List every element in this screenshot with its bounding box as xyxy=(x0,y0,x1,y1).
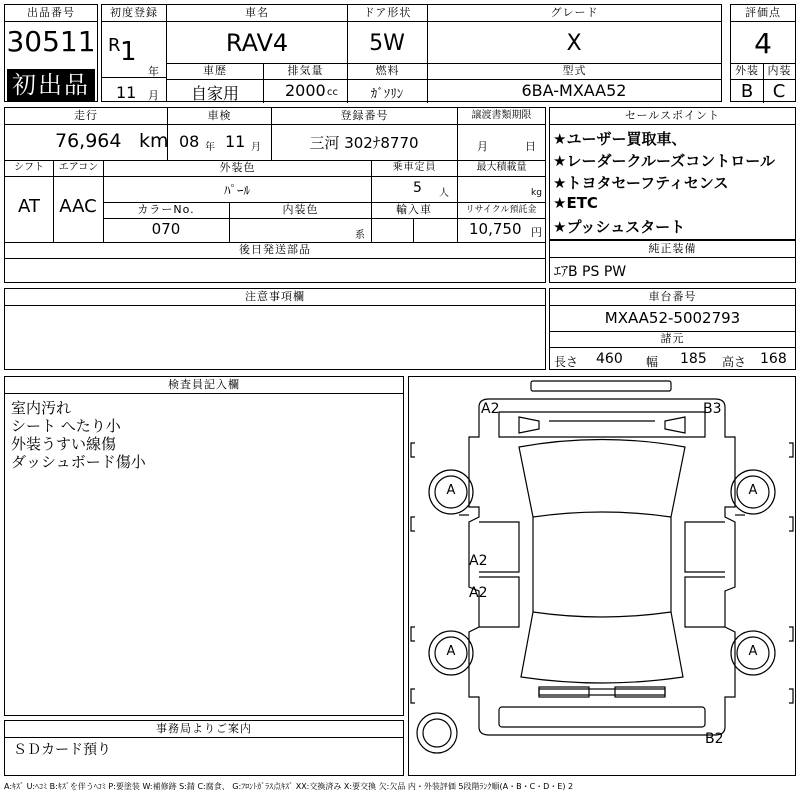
inspection-label: 車検 xyxy=(167,108,271,125)
inspector-box xyxy=(4,376,404,716)
displacement: 2000 xyxy=(285,81,326,100)
lot-number-label: 出品番号 xyxy=(5,5,97,22)
car-info-box xyxy=(166,4,722,102)
office-message: ＳＤカード預り xyxy=(13,742,111,758)
color-no-label: カラーNo. xyxy=(103,202,229,219)
ext-color-label: 外装色 xyxy=(103,160,371,177)
ext-color: ﾊﾟｰﾙ xyxy=(224,184,250,199)
grade: X xyxy=(566,31,582,56)
selling-point-3: ★トヨタセーフティセンス xyxy=(553,174,729,192)
mark-tire-rr: A xyxy=(748,644,758,659)
mark-rear: B2 xyxy=(705,731,724,747)
fuel: ｶﾞｿﾘﾝ xyxy=(370,87,404,102)
equipment-box xyxy=(549,240,796,283)
mark-tire-fl: A xyxy=(446,483,456,498)
load-unit: kg xyxy=(531,188,542,198)
displacement-label: 排気量 xyxy=(263,63,347,80)
inspection-year-unit: 年 xyxy=(205,142,215,153)
legend: A:ｷｽﾞ U:ﾍｺﾐ B:ｷｽﾞを伴うﾍｺﾐ P:要塗装 W:補修跡 S:錆 C:腐食、 G:ﾌﾛﾝﾄｶﾞﾗｽ点ｷｽﾞ XX:交換済み X:要交換 欠:欠品 内・外装評価 5段階ﾗﾝｸ順(A・B・C・D・E) 2 xyxy=(4,782,574,791)
score: 4 xyxy=(754,27,772,60)
mark-front-right: B3 xyxy=(703,401,722,417)
mileage-unit: km xyxy=(139,130,169,152)
color-number: 070 xyxy=(151,220,181,238)
mark-tire-fr: A xyxy=(748,483,758,498)
office-label: 事務局よりご案内 xyxy=(5,721,403,738)
fuel-label: 燃料 xyxy=(347,63,427,80)
load-label: 最大積載量 xyxy=(457,160,545,177)
length-label: 長さ xyxy=(554,355,579,369)
capacity-unit: 人 xyxy=(439,188,449,199)
mark-front-left: A2 xyxy=(481,401,500,417)
history-label: 車歴 xyxy=(167,63,263,80)
score-label: 評価点 xyxy=(731,5,795,22)
door-type: 5W xyxy=(369,31,405,56)
month-unit: 月 xyxy=(148,89,159,102)
displacement-unit: cc xyxy=(327,87,338,98)
height-label: 高さ xyxy=(722,355,747,369)
plate-label: 登録番号 xyxy=(271,108,457,125)
grade-label: グレード xyxy=(427,5,721,22)
recycle-unit: 円 xyxy=(531,226,542,239)
car-outline xyxy=(409,377,795,775)
details-box xyxy=(4,107,546,283)
inspector-label: 検査員記入欄 xyxy=(5,377,403,394)
selling-point-5: ★プッシュスタート xyxy=(553,218,686,236)
recycle-label: リサイクル預託金 xyxy=(457,202,545,219)
notes-label: 注意事項欄 xyxy=(5,289,545,306)
first-listing-badge: 初出品 xyxy=(7,69,95,101)
chassis-label: 車台番号 xyxy=(550,289,795,306)
shift: AT xyxy=(18,196,40,217)
exterior-label: 外装 xyxy=(731,63,763,80)
car-diagram xyxy=(408,376,796,776)
length: 460 xyxy=(596,351,623,367)
import-label: 輸入車 xyxy=(371,202,457,219)
door-label: ドア形状 xyxy=(347,5,427,22)
plate-number: 三河 302ﾅ8770 xyxy=(309,134,419,152)
car-name: RAV4 xyxy=(225,29,289,57)
year-unit: 年 xyxy=(148,65,159,78)
inspection-year: 08 xyxy=(179,132,200,151)
selling-point-1: ★ユーザー買取車、 xyxy=(553,130,687,148)
height: 168 xyxy=(760,351,787,367)
registration-box xyxy=(101,4,167,102)
transfer-day: 日 xyxy=(525,140,536,153)
mark-door-rl: A2 xyxy=(469,585,488,601)
selling-point-2: ★レーダークルーズコントロール xyxy=(553,152,775,170)
equipment: ｴｱB PS PW xyxy=(554,264,627,280)
selling-points-box xyxy=(549,107,796,240)
history: 自家用 xyxy=(190,84,239,103)
inspector-line-1: 室内汚れ xyxy=(11,399,72,417)
registration-label: 初度登録 xyxy=(102,5,166,22)
capacity: 5 xyxy=(413,180,422,196)
exterior-grade: B xyxy=(740,81,754,102)
mark-door-fl: A2 xyxy=(469,553,488,569)
mileage-label: 走行 xyxy=(5,108,167,125)
inspection-month-unit: 月 xyxy=(251,142,261,153)
interior-grade: C xyxy=(772,81,786,102)
later-parts-label: 後日発送部品 xyxy=(5,242,545,259)
shift-label: シフト xyxy=(5,160,53,177)
transfer-month: 月 xyxy=(477,140,488,153)
chassis-box xyxy=(549,288,796,370)
equipment-label: 純正装備 xyxy=(550,241,795,258)
model: 6BA-MXAA52 xyxy=(521,81,627,100)
air-conditioner: AAC xyxy=(59,196,97,217)
capacity-label: 乗車定員 xyxy=(371,160,457,177)
office-box xyxy=(4,720,404,776)
car-name-label: 車名 xyxy=(167,5,347,22)
lot-number-box xyxy=(4,4,98,102)
width: 185 xyxy=(680,351,707,367)
score-box xyxy=(730,4,796,102)
mileage: 76,964 xyxy=(55,130,122,152)
selling-points-label: セールスポイント xyxy=(550,108,795,125)
lot-number: 30511 xyxy=(6,25,96,58)
recycle-amount: 10,750 xyxy=(469,220,522,238)
inspector-line-4: ダッシュボード傷小 xyxy=(11,453,146,471)
dimensions-label: 諸元 xyxy=(550,331,795,348)
width-label: 幅 xyxy=(646,355,659,369)
int-color-label: 内装色 xyxy=(229,202,371,219)
model-label: 型式 xyxy=(427,63,721,80)
selling-point-4: ★ETC xyxy=(553,194,598,212)
int-color-unit: 系 xyxy=(355,230,365,241)
registration-month: 11 xyxy=(116,83,137,102)
inspection-month: 11 xyxy=(225,132,246,151)
inspector-line-3: 外装うすい線傷 xyxy=(11,435,117,453)
chassis-number: MXAA52-5002793 xyxy=(604,309,741,327)
ac-label: エアコン xyxy=(53,160,103,177)
interior-label: 内装 xyxy=(763,63,795,80)
inspector-line-2: シート へたり小 xyxy=(11,417,121,435)
registration-year: 1 xyxy=(120,37,137,67)
mark-tire-rl: A xyxy=(446,644,456,659)
transfer-doc-label: 譲渡書類期限 xyxy=(457,108,545,125)
era: R xyxy=(108,35,121,56)
notes-box xyxy=(4,288,546,370)
